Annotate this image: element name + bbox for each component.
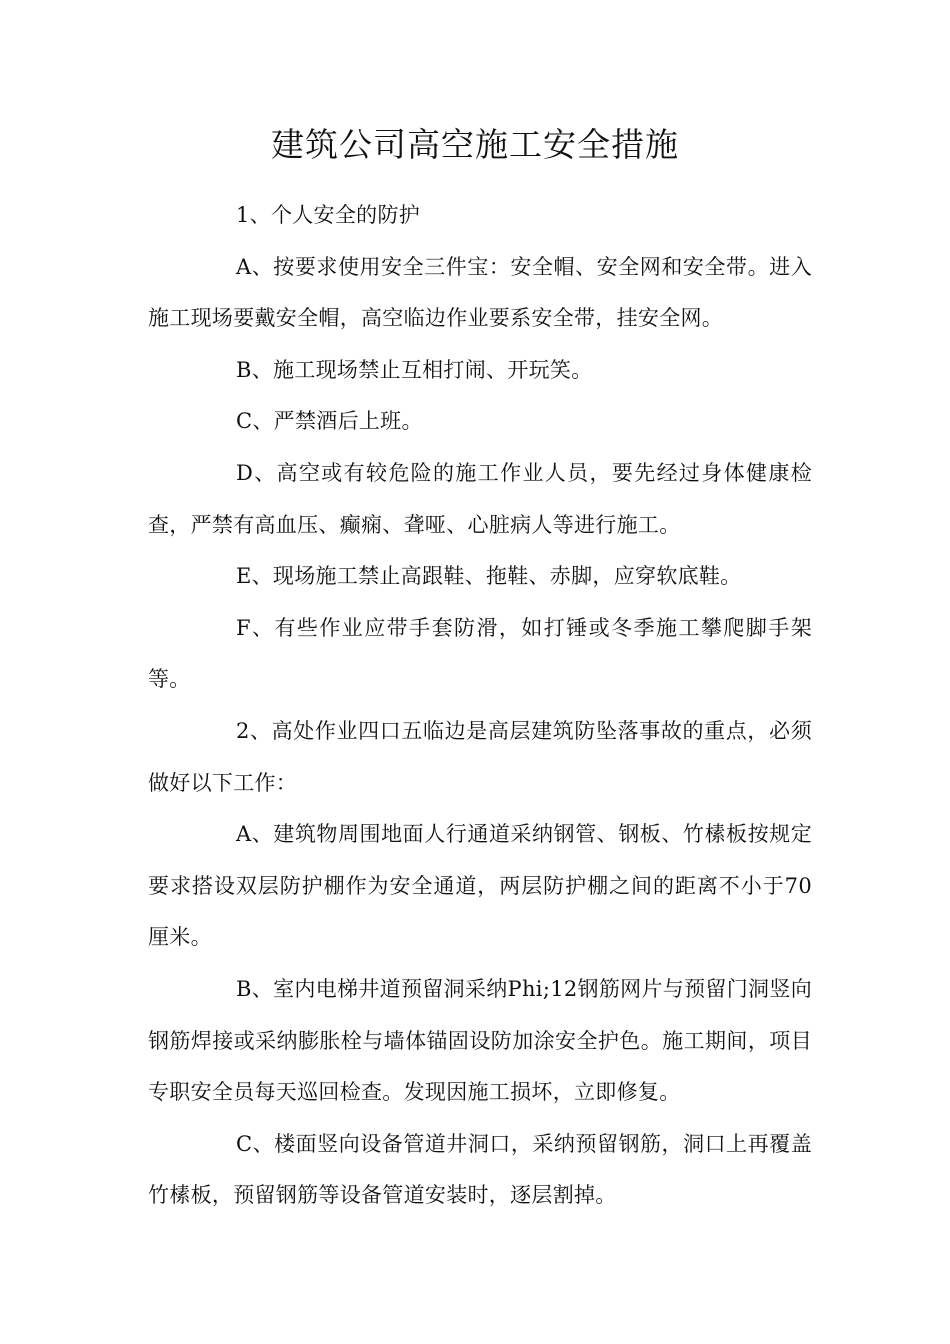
document-title: 建筑公司高空施工安全措施 [271, 125, 679, 164]
paragraph-item-b-no-horseplay: B、施工现场禁止互相打闹、开玩笑。 [236, 357, 593, 382]
paragraph-item-f-gloves: F、有些作业应带手套防滑，如打锤或冬季施工攀爬脚手架等。 [148, 615, 812, 692]
paragraph-item-b-elevator-shaft: B、室内电梯井道预留洞采纳Phi;12钢筋网片与预留门洞竖向钢筋焊接或采纳膨胀栓与墙体锚固设防加涂安全护色。施工期间，项目专职安全员每天巡回检查。发现因施工损坏，立即修复。 [148, 976, 812, 1105]
paragraph-item-c-pipe-shaft: C、楼面竖向设备管道井洞口，采纳预留钢筋，洞口上再覆盖竹榡板，预留钢筋等设备管道安装时，逐层割掉。 [148, 1131, 812, 1208]
paragraph-item-e-footwear: E、现场施工禁止高跟鞋、拖鞋、赤脚，应穿软底鞋。 [236, 564, 742, 589]
section-heading-high-work: 2、高处作业四口五临边是高层建筑防坠落事故的重点，必须做好以下工作： [148, 718, 812, 795]
paragraph-item-a-protective-shed: A、建筑物周围地面人行通道采纳钢管、钢板、竹榡板按规定要求搭设双层防护棚作为安全通道，两层防护棚之间的距离不小于70厘米。 [148, 822, 812, 950]
paragraph-item-c-no-alcohol: C、严禁酒后上班。 [236, 409, 423, 434]
paragraph-item-d-health-check: D、高空或有较危险的施工作业人员，要先经过身体健康检查，严禁有高血压、癫痫、聋哑、心脏病人等进行施工。 [148, 460, 812, 537]
section-heading-personal-safety: 1、个人安全的防护 [236, 203, 421, 227]
paragraph-item-a-safety-gear: A、按要求使用安全三件宝：安全帽、安全网和安全带。进入施工现场要戴安全帽，高空临边作业要系安全带，挂安全网。 [148, 254, 812, 331]
document-body [148, 190, 812, 1222]
